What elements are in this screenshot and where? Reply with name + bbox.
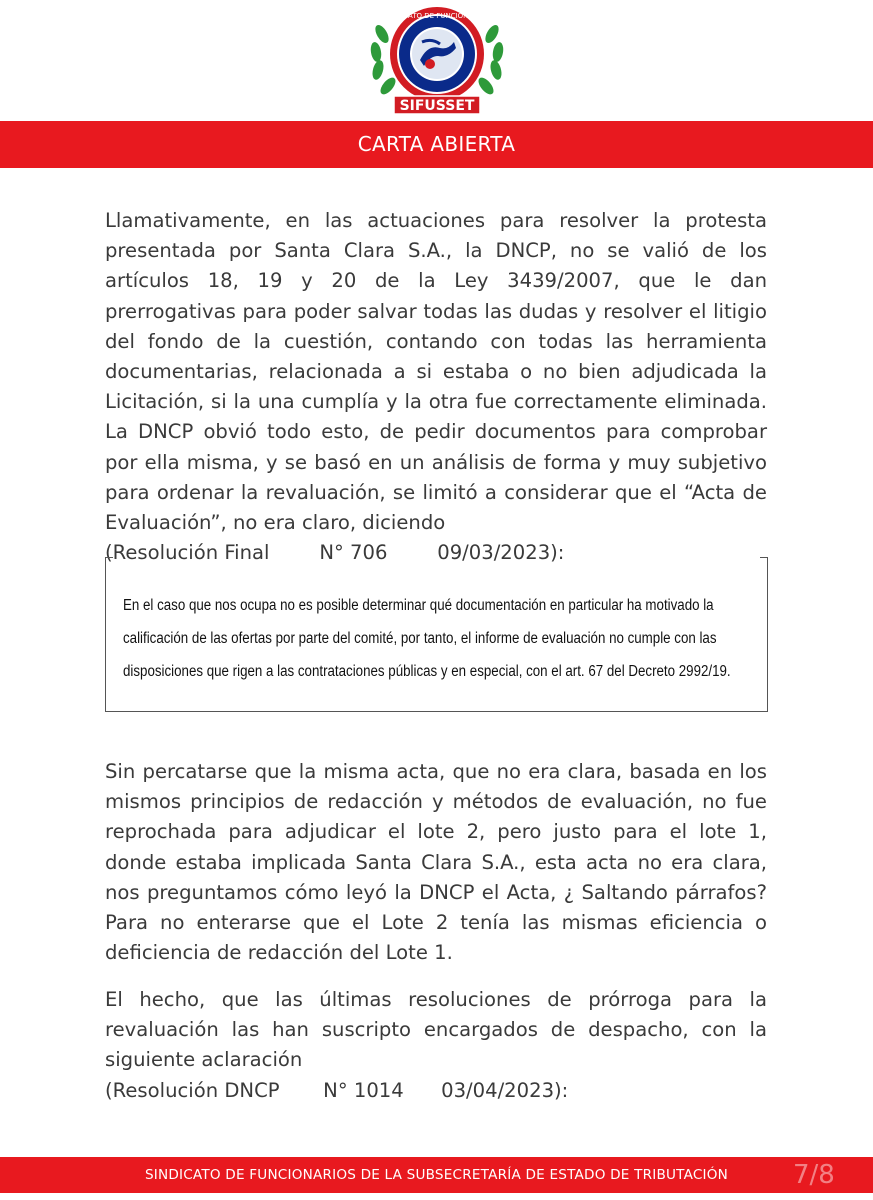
logo-arc-text: SINDICATO DE FUNCIONARIOS [383, 12, 491, 20]
resolution-reference-1: (Resolución Final N° 706 09/03/2023): [105, 541, 565, 565]
resolution-reference-2: (Resolución DNCP N° 1014 03/04/2023): [105, 1078, 569, 1102]
paragraph-3-text: El hecho, que las últimas resoluciones de prórroga para la revaluación las han suscripto encargados de despacho, con la siguiente aclaración [105, 988, 767, 1072]
page-title: CARTA ABIERTA [357, 132, 516, 156]
paragraph-1-text: Llamativamente, en las actuaciones para resolver la protesta presentada por Santa Clara S.A., la DNCP, no se valió de los artículos 18, 19 y 20 de la Ley 3439/2007, que le dan prerrogativas para poder salvar todas las dudas y resolver el litigio del fondo de la cuestión, contando con todas las herramienta documentarias, relacionada a si estaba o no bien adjudicada la Licitación, si la una cumplía y la otra fue correctamente eliminada. La DNCP obvió todo esto, de pedir documentos para comprobar por ella misma, y se basó en un análisis de forma y muy subjetivo para ordenar la revaluación, se limitó a considerar que el “Acta de Evaluación”, no era claro, diciendo [105, 209, 767, 535]
paragraph-1 [105, 206, 767, 568]
quote-box-corner-right [760, 557, 768, 558]
paragraph-3 [105, 985, 767, 1106]
quote-box [105, 557, 768, 712]
page-number: 7/8 [793, 1160, 835, 1190]
quote-text: En el caso que nos ocupa no es posible determinar qué documentación en particular ha motivado la calificación de las ofertas por parte del comité, por tanto, el informe de evaluación no cumple con las disposiciones que rigen a las contrataciones públicas y en especial, con el art. 67 del Decreto 2992/19. [123, 597, 731, 680]
sifusset-logo [368, 4, 506, 118]
footer-text: SINDICATO DE FUNCIONARIOS DE LA SUBSECRETARÍA DE ESTADO DE TRIBUTACIÓN [144, 1167, 729, 1183]
footer-band [0, 1157, 873, 1193]
quote-box-corner-left [105, 557, 113, 558]
header-band [0, 121, 873, 168]
paragraph-2: Sin percatarse que la misma acta, que no era clara, basada en los mismos principios de redacción y métodos de evaluación, no fue reprochada para adjudicar el lote 2, pero justo para el lote 1, donde estaba implicada Santa Clara S.A., esta acta no era clara, nos preguntamos cómo leyó la DNCP el Acta, ¿ Saltando párrafos? Para no enterarse que el Lote 2 tenía las mismas eficiencia o deficiencia de redacción del Lote 1. [105, 760, 767, 965]
logo-banner-text: SIFUSSET [399, 98, 475, 114]
